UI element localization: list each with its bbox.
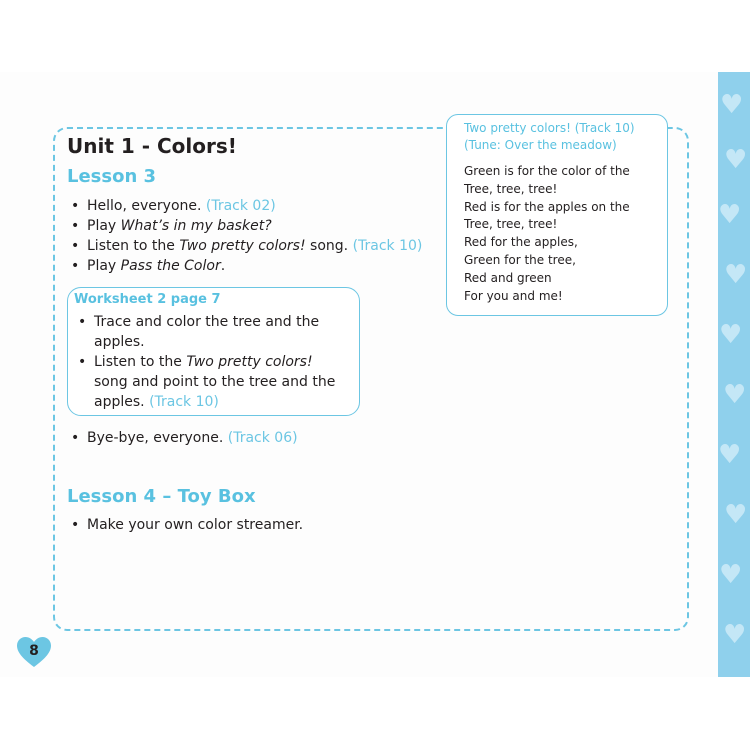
list-item: • Bye-bye, everyone. (Track 06) — [67, 428, 447, 448]
track-ref: (Track 10) — [149, 394, 219, 410]
song-line: Green is for the color of the — [464, 164, 630, 178]
song-header — [464, 120, 635, 154]
song-line: For you and me! — [464, 288, 563, 303]
heart-icon: ♥ — [723, 620, 747, 650]
track-ref: (Track 10) — [352, 238, 423, 254]
lesson-3-title: Lesson 3 — [67, 166, 157, 187]
heart-icon: ♥ — [719, 560, 743, 590]
lesson-3-list — [67, 196, 447, 276]
heart-icon: ♥ — [724, 260, 748, 290]
song-line: Tree, tree, tree! — [464, 217, 558, 232]
heart-icon: ♥ — [724, 145, 748, 175]
page-number-badge — [16, 636, 52, 668]
song-lyrics-box — [446, 114, 668, 316]
song-line: Red is for the apples on the — [464, 199, 630, 214]
side-decoration-strip — [718, 72, 750, 677]
song-line: Red for the apples, — [464, 235, 578, 250]
song-title: Two pretty colors! (Track 10) — [464, 121, 635, 135]
list-item: • Listen to the Two pretty colors! song and point to the tree and the apples. (Track 10) — [74, 352, 350, 412]
song-line: Green for the tree, — [464, 252, 576, 267]
worksheet-box — [67, 287, 360, 416]
lesson-4-list — [67, 515, 447, 535]
bye-list — [67, 428, 447, 448]
page-number: 8 — [29, 643, 39, 659]
heart-icon: ♥ — [718, 440, 742, 470]
song-tune: (Tune: Over the meadow) — [464, 138, 617, 152]
heart-icon: ♥ — [724, 500, 748, 530]
list-item: • Make your own color streamer. — [67, 515, 447, 535]
list-item: • Play What’s in my basket? — [67, 216, 447, 236]
song-line: Red and green — [464, 270, 552, 285]
track-ref: (Track 06) — [227, 430, 298, 446]
worksheet-list — [74, 312, 350, 412]
heart-icon: ♥ — [719, 320, 743, 350]
heart-icon: ♥ — [720, 90, 744, 120]
heart-icon: ♥ — [718, 200, 742, 230]
worksheet-title: Worksheet 2 page 7 — [74, 292, 221, 307]
list-item: • Play Pass the Color. — [67, 256, 447, 276]
song-line: Tree, tree, tree! — [464, 181, 558, 196]
list-item: • Trace and color the tree and the apples. — [74, 312, 350, 352]
list-item: • Listen to the Two pretty colors! song. (Track 10) — [67, 236, 447, 256]
heart-icon: ♥ — [723, 380, 747, 410]
lesson-4-title: Lesson 4 – Toy Box — [67, 486, 256, 507]
track-ref: (Track 02) — [205, 198, 276, 214]
song-lines — [464, 163, 630, 305]
unit-title: Unit 1 - Colors! — [67, 134, 237, 158]
list-item: • Hello, everyone. (Track 02) — [67, 196, 447, 216]
